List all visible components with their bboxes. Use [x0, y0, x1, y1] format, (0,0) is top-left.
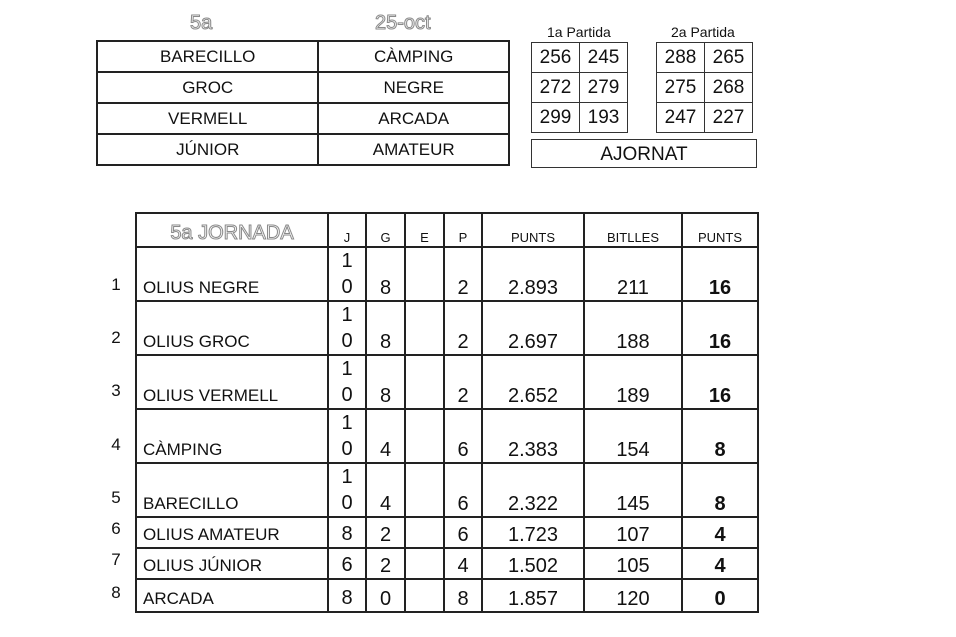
- score-cell: 279: [580, 73, 628, 103]
- cell-g: 8: [366, 301, 405, 355]
- cell-points: 4: [682, 517, 758, 548]
- second-game-label: 2a Partida: [671, 24, 735, 40]
- team-name: ARCADA: [136, 579, 328, 612]
- score-row: [657, 43, 753, 73]
- pairing-away: AMATEUR: [318, 134, 509, 165]
- pairing-home: BARECILLO: [97, 41, 318, 72]
- standings-row: [136, 579, 758, 612]
- pairing-row: [97, 103, 509, 134]
- pairing-row: [97, 41, 509, 72]
- standings-title: 5a JORNADA: [170, 222, 294, 244]
- played-part: 0: [341, 330, 353, 352]
- pairing-away: CÀMPING: [318, 41, 509, 72]
- cell-punts: 2.893: [482, 247, 584, 301]
- cell-e: [405, 517, 444, 548]
- standings-row: [136, 409, 758, 463]
- cell-bitlles: 145: [584, 463, 682, 517]
- played-part: 8: [341, 587, 353, 609]
- score-cell: 268: [705, 73, 753, 103]
- score-cell: 247: [657, 103, 705, 133]
- cell-g: 8: [366, 247, 405, 301]
- cell-bitlles: 188: [584, 301, 682, 355]
- team-name: OLIUS NEGRE: [136, 247, 328, 301]
- cell-punts: 2.383: [482, 409, 584, 463]
- rank-number: 2: [111, 328, 121, 347]
- cell-points: 8: [682, 409, 758, 463]
- cell-bitlles: 120: [584, 579, 682, 612]
- played-part: 1: [341, 250, 353, 272]
- played-cell: [328, 517, 366, 548]
- cell-points: 0: [682, 579, 758, 612]
- team-name: OLIUS VERMELL: [136, 355, 328, 409]
- cell-punts: 2.652: [482, 355, 584, 409]
- score-row: [532, 103, 628, 133]
- pairing-away: ARCADA: [318, 103, 509, 134]
- score-row: [532, 43, 628, 73]
- team-name: CÀMPING: [136, 409, 328, 463]
- cell-points: 16: [682, 247, 758, 301]
- played-cell: [328, 579, 366, 612]
- cell-punts: 1.723: [482, 517, 584, 548]
- round-label: 5a: [190, 12, 213, 34]
- cell-e: [405, 548, 444, 579]
- pairings-table: [96, 40, 510, 166]
- rank-number: 1: [111, 275, 121, 294]
- played-cell: [328, 355, 366, 409]
- pairing-home: GROC: [97, 72, 318, 103]
- cell-bitlles: 211: [584, 247, 682, 301]
- team-name: BARECILLO: [136, 463, 328, 517]
- pairing-home: VERMELL: [97, 103, 318, 134]
- played-cell: [328, 409, 366, 463]
- score-cell: 288: [657, 43, 705, 73]
- cell-p: 6: [444, 463, 482, 517]
- played-part: 0: [341, 384, 353, 406]
- cell-p: 4: [444, 548, 482, 579]
- pairing-row: [97, 134, 509, 165]
- played-part: 0: [341, 276, 353, 298]
- first-game-scores: [531, 42, 628, 133]
- score-row: [532, 73, 628, 103]
- cell-e: [405, 409, 444, 463]
- col-e: E: [405, 213, 444, 247]
- cell-points: 4: [682, 548, 758, 579]
- played-part: 1: [341, 466, 353, 488]
- cell-p: 6: [444, 517, 482, 548]
- standings-row: [136, 548, 758, 579]
- rank-number: 7: [111, 550, 121, 569]
- cell-g: 4: [366, 409, 405, 463]
- cell-p: 2: [444, 247, 482, 301]
- pairing-row: [97, 72, 509, 103]
- played-part: 0: [341, 438, 353, 460]
- standings-row: [136, 517, 758, 548]
- standings-row: [136, 247, 758, 301]
- cell-g: 0: [366, 579, 405, 612]
- cell-p: 6: [444, 409, 482, 463]
- col-bitlles: BITLLES: [584, 213, 682, 247]
- cell-bitlles: 189: [584, 355, 682, 409]
- cell-p: 8: [444, 579, 482, 612]
- standings-row: [136, 463, 758, 517]
- score-cell: 272: [532, 73, 580, 103]
- played-part: 1: [341, 358, 353, 380]
- cell-e: [405, 301, 444, 355]
- cell-e: [405, 579, 444, 612]
- score-cell: 275: [657, 73, 705, 103]
- rank-number: 3: [111, 381, 121, 400]
- cell-g: 4: [366, 463, 405, 517]
- played-cell: [328, 247, 366, 301]
- cell-g: 2: [366, 548, 405, 579]
- cell-bitlles: 107: [584, 517, 682, 548]
- rank-number: 8: [111, 583, 121, 602]
- played-part: 1: [341, 412, 353, 434]
- pairing-home: JÚNIOR: [97, 134, 318, 165]
- cell-e: [405, 355, 444, 409]
- date-label: 25-oct: [375, 12, 431, 34]
- cell-p: 2: [444, 355, 482, 409]
- standings-row: [136, 355, 758, 409]
- played-cell: [328, 463, 366, 517]
- standings-table: [135, 212, 759, 613]
- rank-number: 5: [111, 488, 121, 507]
- cell-p: 2: [444, 301, 482, 355]
- score-cell: 193: [580, 103, 628, 133]
- cell-punts: 1.857: [482, 579, 584, 612]
- col-points: PUNTS: [682, 213, 758, 247]
- rank-number: 6: [111, 519, 121, 538]
- cell-punts: 2.322: [482, 463, 584, 517]
- cell-e: [405, 463, 444, 517]
- standings-title-cell: [136, 213, 328, 247]
- score-cell: 256: [532, 43, 580, 73]
- played-part: 0: [341, 492, 353, 514]
- score-row: [657, 73, 753, 103]
- team-name: OLIUS AMATEUR: [136, 517, 328, 548]
- score-row: [657, 103, 753, 133]
- pairing-away: NEGRE: [318, 72, 509, 103]
- cell-points: 8: [682, 463, 758, 517]
- cell-points: 16: [682, 301, 758, 355]
- played-part: 8: [341, 523, 353, 545]
- cell-punts: 1.502: [482, 548, 584, 579]
- col-j: J: [328, 213, 366, 247]
- team-name: OLIUS GROC: [136, 301, 328, 355]
- second-game-scores: [656, 42, 753, 133]
- col-p: P: [444, 213, 482, 247]
- cell-punts: 2.697: [482, 301, 584, 355]
- cell-g: 8: [366, 355, 405, 409]
- postponed-label: AJORNAT: [531, 139, 757, 168]
- cell-bitlles: 154: [584, 409, 682, 463]
- cell-points: 16: [682, 355, 758, 409]
- score-cell: 227: [705, 103, 753, 133]
- played-cell: [328, 548, 366, 579]
- played-part: 1: [341, 304, 353, 326]
- standings-row: [136, 301, 758, 355]
- score-cell: 265: [705, 43, 753, 73]
- cell-g: 2: [366, 517, 405, 548]
- col-g: G: [366, 213, 405, 247]
- team-name: OLIUS JÚNIOR: [136, 548, 328, 579]
- cell-bitlles: 105: [584, 548, 682, 579]
- played-cell: [328, 301, 366, 355]
- first-game-label: 1a Partida: [547, 24, 611, 40]
- rank-number: 4: [111, 435, 121, 454]
- score-cell: 299: [532, 103, 580, 133]
- col-punts: PUNTS: [482, 213, 584, 247]
- cell-e: [405, 247, 444, 301]
- score-cell: 245: [580, 43, 628, 73]
- played-part: 6: [341, 554, 353, 576]
